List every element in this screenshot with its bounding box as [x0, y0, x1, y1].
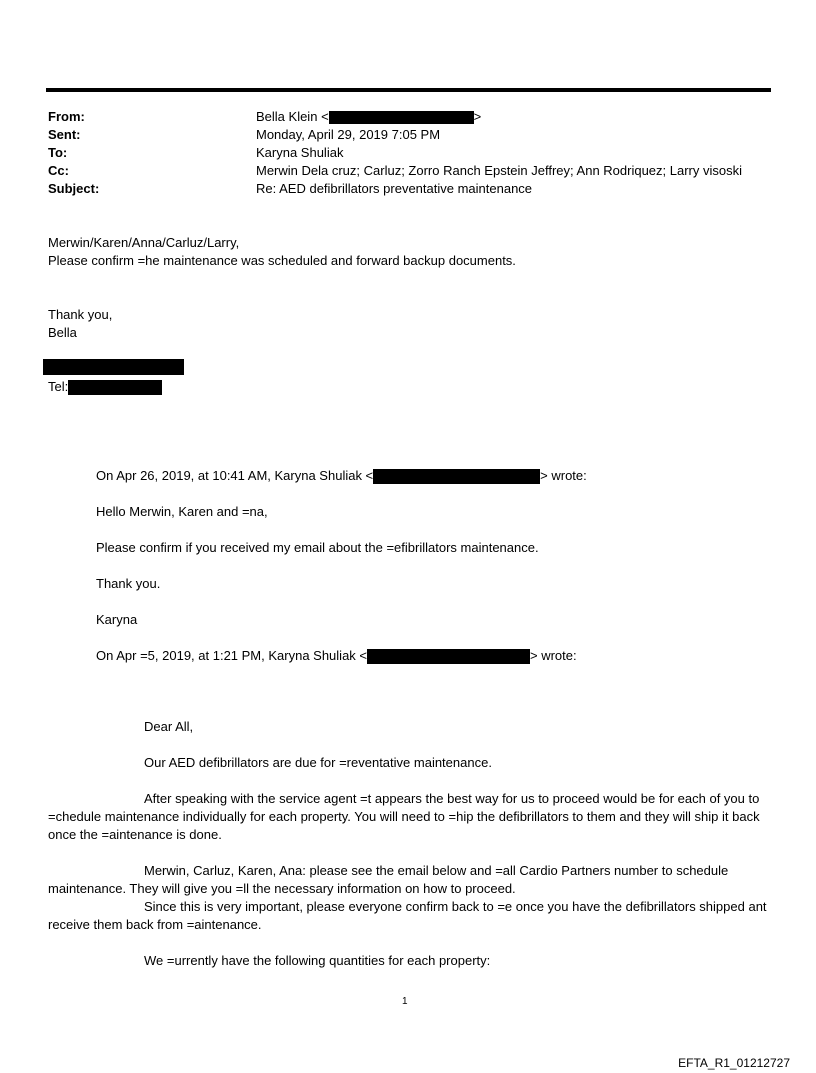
- quote-2-intro-suffix: > wrote:: [530, 648, 577, 663]
- quote-1-thanks: Thank you.: [96, 576, 161, 591]
- subject-value: Re: AED defibrillators preventative maintenance: [256, 181, 533, 196]
- quote-2-dear: Dear All,: [144, 719, 194, 734]
- thanks-line: Thank you,: [48, 307, 113, 322]
- page-number: 1: [402, 996, 408, 1007]
- quote-1-intro-prefix: On Apr 26, 2019, at 10:41 AM, Karyna Shuliak <: [96, 468, 374, 483]
- subject-label: Subject:: [48, 181, 100, 196]
- sent-value: Monday, April 29, 2019 7:05 PM: [256, 127, 441, 142]
- redaction-signature-block: [43, 359, 184, 375]
- redaction-from-email: [329, 111, 474, 124]
- quote-2-intro: [96, 647, 577, 665]
- from-name: Bella Klein: [256, 109, 318, 124]
- to-value: Karyna Shuliak: [256, 145, 344, 160]
- quote-1-hello: Hello Merwin, Karen and =na,: [96, 504, 268, 519]
- quote-2-para-5: We =urrently have the following quantities for each property:: [144, 953, 491, 968]
- header-rule: [46, 88, 771, 92]
- quote-1-intro-suffix: > wrote:: [540, 468, 587, 483]
- body-intro: [48, 234, 516, 270]
- body-signoff: [48, 306, 112, 342]
- quote-2-para-3: Merwin, Carluz, Karen, Ana: please see the email below and =all Cardio Partners number to schedule maintenance. They will give you =ll the necessary information on how to proceed.: [48, 863, 729, 896]
- redaction-quote-1-email: [373, 469, 540, 484]
- quote-1-sign: Karyna: [96, 612, 138, 627]
- redaction-tel: [68, 380, 162, 395]
- from-label: From:: [48, 109, 85, 124]
- quote-2-intro-prefix: On Apr =5, 2019, at 1:21 PM, Karyna Shuliak <: [96, 648, 368, 663]
- quote-1-intro: [96, 467, 587, 485]
- sent-label: Sent:: [48, 127, 81, 142]
- quote-2-para-4: Since this is very important, please everyone confirm back to =e once you have the defibrillators shipped ant receive them back from =aintenance.: [48, 899, 767, 932]
- quote-2-para-2: After speaking with the service agent =t appears the best way for us to proceed would be for each of you to =chedule maintenance individually for each property. You will need to =hip the defibrillators to them and they will ship it back once the =aintenance is done.: [48, 791, 760, 842]
- redaction-quote-2-email: [367, 649, 530, 664]
- tel-label: Tel:: [48, 379, 69, 394]
- quote-2-para-1: Our AED defibrillators are due for =reventative maintenance.: [144, 755, 492, 770]
- body-line-1: Please confirm =he maintenance was scheduled and forward backup documents.: [48, 253, 516, 268]
- from-value: [256, 108, 481, 126]
- signature-name: Bella: [48, 325, 77, 340]
- quote-1-confirm: Please confirm if you received my email about the =efibrillators maintenance.: [96, 540, 539, 555]
- to-label: To:: [48, 145, 68, 160]
- greeting: Merwin/Karen/Anna/Carluz/Larry,: [48, 235, 240, 250]
- cc-value: Merwin Dela cruz; Carluz; Zorro Ranch Epstein Jeffrey; Ann Rodriquez; Larry visoski: [256, 163, 743, 178]
- cc-label: Cc:: [48, 163, 69, 178]
- document-id: EFTA_R1_01212727: [678, 1056, 790, 1070]
- from-open-bracket: <: [321, 109, 329, 124]
- tel-line: [48, 378, 162, 396]
- from-close-bracket: >: [473, 109, 482, 124]
